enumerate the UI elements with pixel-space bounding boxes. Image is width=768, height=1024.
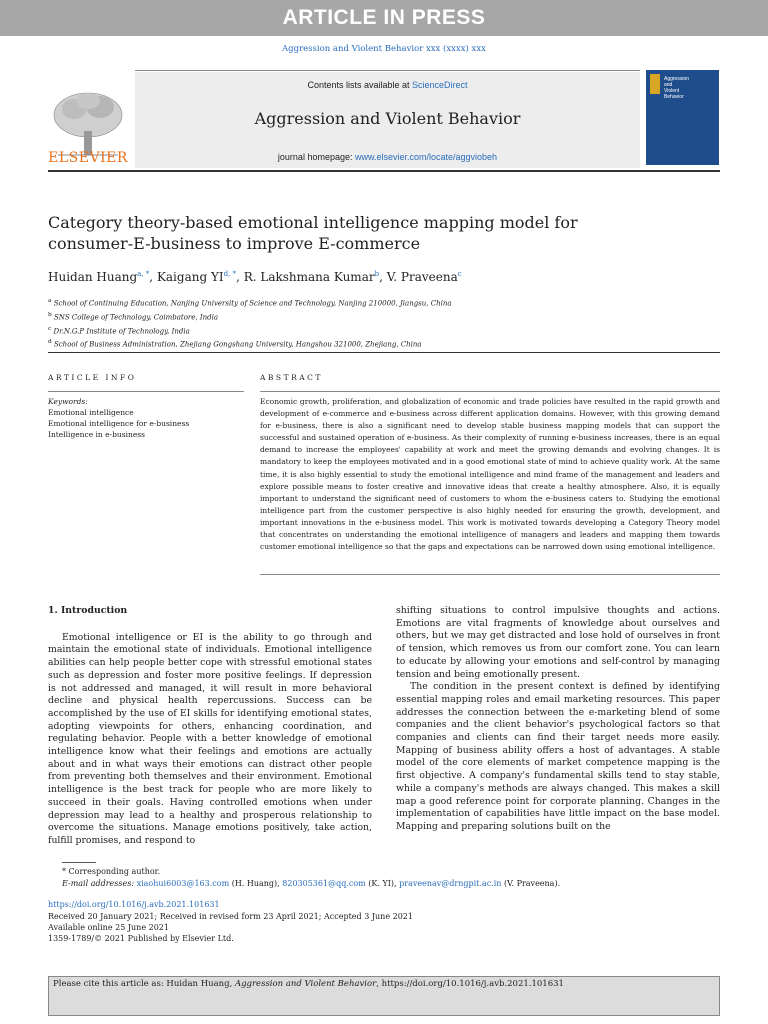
available-online: Available online 25 June 2021 <box>48 923 169 932</box>
email-owner: (H. Huang), <box>229 879 283 888</box>
title-line: consumer-E-business to improve E-commerce <box>48 234 421 253</box>
cover-line: and <box>664 82 673 88</box>
body-paragraph: Emotional intelligence or EI is the ability to go through and maintain the emotional state of individuals. Emotional intelligence abilities can help people better cope with stressful emotional states such as depression and foster more positive feelings. If depression is not addressed and managed, it will result in more behavioral decline and physical health repercussions. Success can be accomplished by the use of EI skills for identifying emotional states, adopting viewpoints for others, enhancing coordination, and regulating behavior. People with a better knowledge of emotional intelligence know what their feelings and emotions are actually about and in what ways their emotions can distract other people from preventing both themselves and their environment. Emotional intelligence is the best track for people who are more likely to succeed in their goals. Having controlled emotions when under depression may lead to a healthy and prosperous relationship to overcome the situations. Manage emotions positively, take action, fulfill promises, and respond to <box>48 631 372 846</box>
affiliation-mark: b <box>48 311 52 318</box>
author-name[interactable]: V. Praveena <box>386 270 458 284</box>
keywords-block <box>48 396 244 440</box>
sciencedirect-link[interactable]: ScienceDirect <box>412 80 468 90</box>
body-paragraph: shifting situations to control impulsive thoughts and actions. Emotions are vital fragments of knowledge about ourselves and others, but we may get distracted and lose hold of ourselves in front of tension, which removes us from our comfort zone. You can learn to educate by allowing your emotions and self-control by managing tension and being emotionally present. <box>396 605 720 680</box>
journal-homepage <box>135 152 640 162</box>
author-name[interactable]: Huidan Huang <box>48 270 138 284</box>
author-affiliation-mark[interactable]: b <box>374 270 380 278</box>
section-heading: 1. Introduction <box>48 605 128 616</box>
affiliation-mark: a <box>48 298 52 304</box>
journal-cover-thumbnail[interactable] <box>646 70 719 165</box>
cover-title <box>664 76 716 100</box>
email-addresses <box>48 878 734 889</box>
affiliation-mark: c <box>48 325 52 332</box>
contents-availability <box>135 80 640 90</box>
article-info-rule <box>48 391 244 392</box>
citation-suffix[interactable]: , https://doi.org/10.1016/j.avb.2021.101631 <box>376 979 564 989</box>
citation-journal: Aggression and Violent Behavior <box>234 979 377 989</box>
affiliations <box>48 296 720 351</box>
affiliation-mark: d <box>48 339 52 346</box>
email-link[interactable]: praveenav@drngpit.ac.in <box>399 879 502 888</box>
copyright-line: 1359-1789/© 2021 Published by Elsevier Ltd. <box>48 934 234 943</box>
abstract-rule <box>260 391 720 392</box>
cover-accent <box>650 74 660 94</box>
corresponding-author-note: * Corresponding author. <box>62 867 161 876</box>
body-column-left <box>48 605 372 848</box>
author-name[interactable]: R. Lakshmana Kumar <box>243 270 375 284</box>
author-list: Huidan Huang$^{a, *}$, Kaigang $YI^{d, *}$, R. Lakshmana Kumar$^b$, V. Praveena$^c$ <box>48 270 462 284</box>
homepage-link[interactable]: www.elsevier.com/locate/aggviobeh <box>354 152 498 162</box>
received-dates: Received 20 January 2021; Received in revised form 23 April 2021; Accepted 3 June 2021 <box>48 912 413 921</box>
publisher-name: ELSEVIER <box>48 150 128 166</box>
affiliation-text: Dr.N.G.P Institute of Technology, India <box>53 326 190 335</box>
author-affiliation-mark[interactable]: d, * <box>223 270 237 278</box>
citation-box <box>48 976 720 1016</box>
body-paragraph: The condition in the present context is defined by identifying essential mapping roles and email marketing resources. This paper addresses the connection between the e-marketing blend of some companies and the client behavior's psychological factors so that companies and clients can find their target needs more easily. Mapping of business ability offers a host of advantages. A stable model of the core elements of market competence mapping is the first objective. A company's fundamental skills tend to stay stable, while a company's methods are always changed. This makes a skill map a good reference point for corporate planning. Changes in the implementation of capabilities have little impact on the base model. Mapping and preparing solutions built on the <box>396 681 720 832</box>
affiliation-item <box>48 337 720 351</box>
header-bottom-rule <box>48 170 720 172</box>
article-title <box>48 212 720 254</box>
keyword-item: Intelligence in e-business <box>48 430 145 439</box>
homepage-prefix: journal homepage: <box>277 152 355 162</box>
contents-prefix: Contents lists available at <box>307 80 413 90</box>
doi-link[interactable]: https://doi.org/10.1016/j.avb.2021.101631 <box>48 900 220 909</box>
abstract-bottom-rule <box>260 574 720 575</box>
author-name[interactable]: Kaigang YI <box>156 270 224 284</box>
affiliation-text: SNS College of Technology, Coimbatore, India <box>53 313 219 322</box>
email-link[interactable]: xiaohui6003@163.com <box>136 879 230 888</box>
keywords-label: Keywords: <box>48 397 88 406</box>
email-label: E-mail addresses: <box>62 879 137 888</box>
article-info-heading: ARTICLE INFO <box>48 373 137 382</box>
affiliation-item <box>48 310 720 324</box>
article-in-press-banner: ARTICLE IN PRESS <box>0 0 768 36</box>
affiliation-item <box>48 296 720 310</box>
front-matter-rule <box>48 352 720 353</box>
title-line: Category theory-based emotional intelligence mapping model for <box>48 213 578 232</box>
keyword-item: Emotional intelligence for e-business <box>48 419 190 428</box>
affiliation-item <box>48 324 720 338</box>
journal-reference[interactable]: Aggression and Violent Behavior xxx (xxxx) xxx <box>282 44 486 54</box>
author-affiliation-mark[interactable]: c <box>457 270 462 278</box>
abstract-heading: ABSTRACT <box>260 373 323 382</box>
header-top-rule <box>135 70 640 71</box>
cover-line: Aggression <box>664 76 690 82</box>
cover-line: Behavior <box>664 94 684 100</box>
doi-line <box>48 899 720 910</box>
email-owner: (K. YI), <box>365 879 400 888</box>
journal-title: Aggression and Violent Behavior <box>254 109 521 128</box>
citation-prefix: Please cite this article as: Huidan Huang, <box>53 979 235 989</box>
author-affiliation-mark[interactable]: a, * <box>137 270 150 278</box>
email-link[interactable]: 820305361@qq.com <box>282 879 366 888</box>
keyword-item: Emotional intelligence <box>48 408 134 417</box>
abstract-text: Economic growth, proliferation, and globalization of economic and trade policies have resulted in the rapid growth and development of e-commerce and e-business across different application domains. However, with this growing demand for e-business, there is also a significant need to develop stable business mapping models that can support the successful and sustained operation of e-business. As their complexity of running e-business increases, there is an equal demand to increase the employees' capability at work and meet the growing demands and evolving changes. It is mandatory to keep the employees motivated and in a good emotional state of mind to achieve quality work. At the same time, it is also highly essential to study the emotional intelligence and mind frame of the management and leaders and explore possible means to foster creative and innovative ideas that create a healthy atmosphere. Also, it is equally important to understand the significant need of customers to whom the e-business caters to. Studying the emotional intelligence part from the customer perspective is also highly needed for ensuring the growth, development, and important innovations in the e-business model. This work is motivated towards developing a Category Theory model that concentrates on understanding the emotional intelligence of managers and leaders and mapping them towards customer emotional intelligence so that the gaps and expectations can be narrowed down using emotional intelligence. <box>260 397 720 552</box>
body-column-right <box>396 605 720 834</box>
footnote-rule <box>62 862 96 863</box>
affiliation-text: School of Continuing Education, Nanjing University of Science and Technology, Nanjing 210000, Jiangsu, China <box>53 299 452 308</box>
affiliation-text: School of Business Administration, Zhejiang Gongshang University, Hangshou 321000, Zhejiang, China <box>53 340 422 349</box>
cover-line: Violent <box>664 88 680 94</box>
email-owner: (V. Praveena). <box>501 879 561 888</box>
